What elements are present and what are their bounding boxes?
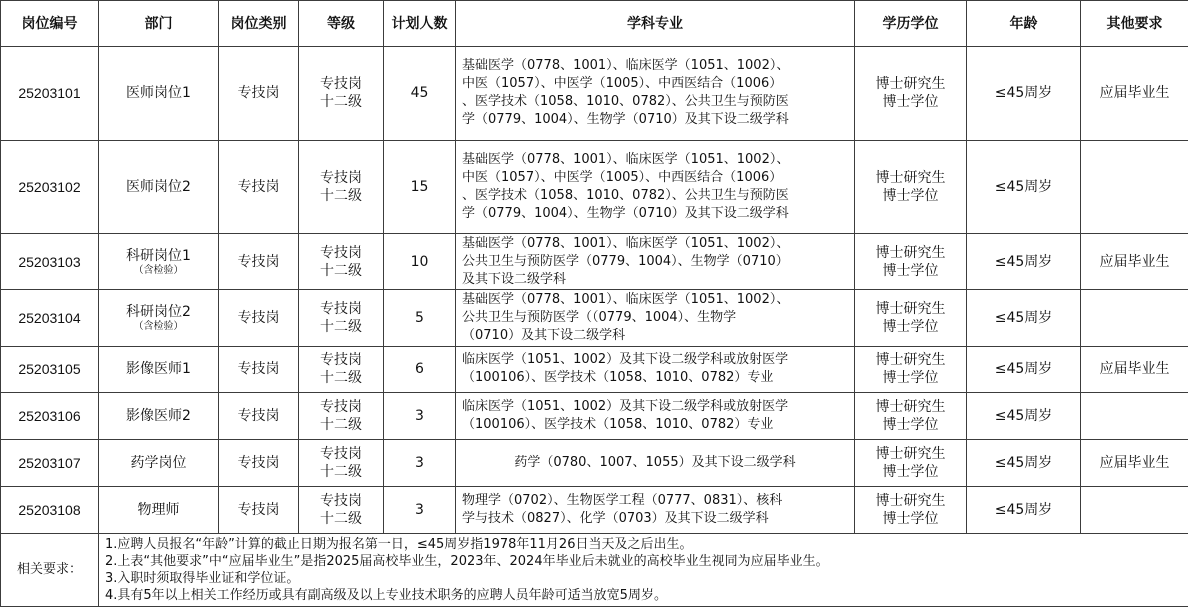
cell-level: [299, 47, 384, 141]
major-line: 、医学技术（1058、1010、0782）、公共卫生与预防医: [462, 94, 789, 110]
cell-category: 专技岗: [219, 234, 299, 290]
dept-name: 影像医师1: [126, 361, 191, 378]
level-line-2: 十二级: [320, 262, 362, 279]
cell-degree: [855, 47, 967, 141]
degree-line-1: 博士研究生: [875, 493, 946, 510]
cell-level: [299, 140, 384, 234]
dept-name: 物理师: [137, 502, 180, 519]
cell-category: 专技岗: [219, 290, 299, 346]
table-row: [1, 234, 1188, 290]
header-dept: 部门: [99, 1, 219, 47]
degree-line-2: 博士学位: [882, 417, 939, 434]
cell-age: ≤45周岁: [967, 234, 1081, 290]
cell-category: 专技岗: [219, 487, 299, 534]
cell-code: 25203108: [1, 487, 99, 534]
note-4: 4.具有5年以上相关工作经历或具有副高级及以上专业技术职务的应聘人员年龄可适当放宽5周岁。: [105, 588, 667, 603]
cell-other: 应届毕业生: [1081, 346, 1188, 393]
notes-label: 相关要求：: [1, 534, 99, 607]
notes-row: [1, 534, 1188, 607]
cell-category: 专技岗: [219, 440, 299, 487]
major-line: 及其下设二级学科: [462, 271, 567, 287]
level-line-2: 十二级: [320, 188, 362, 205]
level-line-2: 十二级: [320, 370, 362, 387]
degree-line-2: 博士学位: [882, 370, 939, 387]
level-line-2: 十二级: [320, 464, 362, 481]
major-line: 中医（1057）、中医学（1005）、中西医结合（1006）: [462, 170, 783, 186]
dept-name: 科研岗位1: [126, 247, 191, 264]
major-line: 学（0779、1004）、生物学（0710）及其下设二级学科: [462, 206, 789, 222]
cell-major: [456, 487, 855, 534]
dept-name: 医师岗位1: [126, 85, 191, 102]
cell-degree: [855, 140, 967, 234]
table-row: [1, 346, 1188, 393]
major-line: 物理学（0702）、生物医学工程（0777、0831）、核科: [462, 493, 783, 509]
major-line: 、医学技术（1058、1010、0782）、公共卫生与预防医: [462, 188, 789, 204]
degree-line-2: 博士学位: [882, 188, 939, 205]
major-line: 临床医学（1051、1002）及其下设二级学科或放射医学: [462, 399, 789, 415]
cell-code: 25203103: [1, 234, 99, 290]
cell-age: ≤45周岁: [967, 440, 1081, 487]
cell-age: ≤45周岁: [967, 140, 1081, 234]
cell-level: [299, 346, 384, 393]
degree-line-1: 博士研究生: [875, 446, 946, 463]
cell-dept: [99, 346, 219, 393]
cell-other: [1081, 140, 1188, 234]
degree-line-1: 博士研究生: [875, 170, 946, 187]
cell-dept: [99, 393, 219, 440]
cell-count: 10: [384, 234, 456, 290]
note-2: 2.上表“其他要求”中“应届毕业生”是指2025届高校毕业生，2023年、2024年毕业后未就业的高校毕业生视同为应届毕业生。: [105, 554, 829, 569]
cell-other: 应届毕业生: [1081, 440, 1188, 487]
cell-major: [456, 234, 855, 290]
major-line: 临床医学（1051、1002）及其下设二级学科或放射医学: [462, 352, 789, 368]
cell-dept: [99, 290, 219, 346]
header-age: 年龄: [967, 1, 1081, 47]
major-line: （100106）、医学技术（1058、1010、0782）专业: [462, 370, 774, 386]
major-line: 基础医学（0778、1001）、临床医学（1051、1002）、: [462, 58, 790, 74]
degree-line-1: 博士研究生: [875, 76, 946, 93]
cell-category: 专技岗: [219, 140, 299, 234]
degree-line-1: 博士研究生: [875, 399, 946, 416]
header-category: 岗位类别: [219, 1, 299, 47]
header-code: 岗位编号: [1, 1, 99, 47]
major-line: （0710）及其下设二级学科: [462, 327, 626, 343]
cell-dept: [99, 487, 219, 534]
table-row: [1, 393, 1188, 440]
level-line-2: 十二级: [320, 417, 362, 434]
level-line-1: 专技岗: [320, 170, 362, 187]
degree-line-1: 博士研究生: [875, 244, 946, 261]
cell-category: 专技岗: [219, 346, 299, 393]
cell-age: ≤45周岁: [967, 393, 1081, 440]
degree-line-2: 博士学位: [882, 464, 939, 481]
level-line-1: 专技岗: [320, 244, 362, 261]
cell-major: [456, 346, 855, 393]
notes-cell: [99, 534, 1188, 607]
table-row: [1, 47, 1188, 141]
cell-major: [456, 393, 855, 440]
major-line: 公共卫生与预防医学（（0779、1004）、生物学: [462, 309, 737, 325]
cell-age: ≤45周岁: [967, 290, 1081, 346]
cell-degree: [855, 234, 967, 290]
degree-line-2: 博士学位: [882, 94, 939, 111]
level-line-1: 专技岗: [320, 493, 362, 510]
cell-age: ≤45周岁: [967, 487, 1081, 534]
cell-other: [1081, 393, 1188, 440]
level-line-2: 十二级: [320, 511, 362, 528]
cell-major: [456, 140, 855, 234]
level-line-1: 专技岗: [320, 352, 362, 369]
major-line: 药学（0780、1007、1055）及其下设二级学科: [514, 455, 796, 471]
degree-line-1: 博士研究生: [875, 300, 946, 317]
cell-degree: [855, 393, 967, 440]
cell-other: 应届毕业生: [1081, 234, 1188, 290]
cell-dept: [99, 47, 219, 141]
cell-category: 专技岗: [219, 47, 299, 141]
cell-age: ≤45周岁: [967, 346, 1081, 393]
degree-line-1: 博士研究生: [875, 352, 946, 369]
table-row: [1, 290, 1188, 346]
level-line-1: 专技岗: [320, 399, 362, 416]
cell-dept: [99, 234, 219, 290]
cell-level: [299, 440, 384, 487]
level-line-1: 专技岗: [320, 300, 362, 317]
major-line: 公共卫生与预防医学（0779、1004）、生物学（0710）: [462, 253, 789, 269]
cell-count: 3: [384, 393, 456, 440]
cell-category: 专技岗: [219, 393, 299, 440]
cell-code: 25203104: [1, 290, 99, 346]
cell-major: [456, 47, 855, 141]
cell-count: 5: [384, 290, 456, 346]
cell-degree: [855, 440, 967, 487]
cell-level: [299, 393, 384, 440]
cell-age: ≤45周岁: [967, 47, 1081, 141]
dept-name: 药学岗位: [130, 455, 187, 472]
cell-count: 3: [384, 487, 456, 534]
major-line: 基础医学（0778、1001）、临床医学（1051、1002）、: [462, 152, 790, 168]
cell-code: 25203102: [1, 140, 99, 234]
level-line-2: 十二级: [320, 318, 362, 335]
cell-other: [1081, 290, 1188, 346]
note-3: 3.入职时须取得毕业证和学位证。: [105, 571, 300, 586]
cell-count: 3: [384, 440, 456, 487]
cell-major: [456, 440, 855, 487]
cell-code: 25203105: [1, 346, 99, 393]
cell-other: [1081, 487, 1188, 534]
level-line-2: 十二级: [320, 94, 362, 111]
degree-line-2: 博士学位: [882, 511, 939, 528]
header-level: 等级: [299, 1, 384, 47]
cell-level: [299, 487, 384, 534]
table-row: [1, 487, 1188, 534]
major-line: 中医（1057）、中医学（1005）、中西医结合（1006）: [462, 76, 783, 92]
cell-level: [299, 290, 384, 346]
cell-count: 15: [384, 140, 456, 234]
cell-dept: [99, 440, 219, 487]
cell-code: 25203106: [1, 393, 99, 440]
degree-line-2: 博士学位: [882, 262, 939, 279]
dept-note: （含检验）: [133, 320, 184, 332]
cell-degree: [855, 290, 967, 346]
level-line-1: 专技岗: [320, 76, 362, 93]
header-other: 其他要求: [1081, 1, 1188, 47]
cell-degree: [855, 346, 967, 393]
header-row: [1, 1, 1188, 47]
level-line-1: 专技岗: [320, 446, 362, 463]
cell-code: 25203107: [1, 440, 99, 487]
header-count: 计划人数: [384, 1, 456, 47]
dept-name: 影像医师2: [126, 408, 191, 425]
header-major: 学科专业: [456, 1, 855, 47]
major-line: 基础医学（0778、1001）、临床医学（1051、1002）、: [462, 291, 790, 307]
major-line: （100106）、医学技术（1058、1010、0782）专业: [462, 417, 774, 433]
cell-level: [299, 234, 384, 290]
cell-count: 45: [384, 47, 456, 141]
note-1: 1.应聘人员报名“年龄”计算的截止日期为报名第一日，≤45周岁指1978年11月26日当天及之后出生。: [105, 537, 693, 552]
cell-degree: [855, 487, 967, 534]
cell-count: 6: [384, 346, 456, 393]
major-line: 学与技术（0827）、化学（0703）及其下设二级学科: [462, 511, 769, 527]
major-line: 基础医学（0778、1001）、临床医学（1051、1002）、: [462, 235, 790, 251]
degree-line-2: 博士学位: [882, 318, 939, 335]
cell-dept: [99, 140, 219, 234]
major-line: 学（0779、1004）、生物学（0710）及其下设二级学科: [462, 112, 789, 128]
dept-name: 医师岗位2: [126, 179, 191, 196]
dept-name: 科研岗位2: [126, 303, 191, 320]
table-row: [1, 440, 1188, 487]
table-row: [1, 140, 1188, 234]
cell-major: [456, 290, 855, 346]
dept-note: （含检验）: [133, 264, 184, 276]
cell-other: 应届毕业生: [1081, 47, 1188, 141]
header-degree: 学历学位: [855, 1, 967, 47]
cell-code: 25203101: [1, 47, 99, 141]
